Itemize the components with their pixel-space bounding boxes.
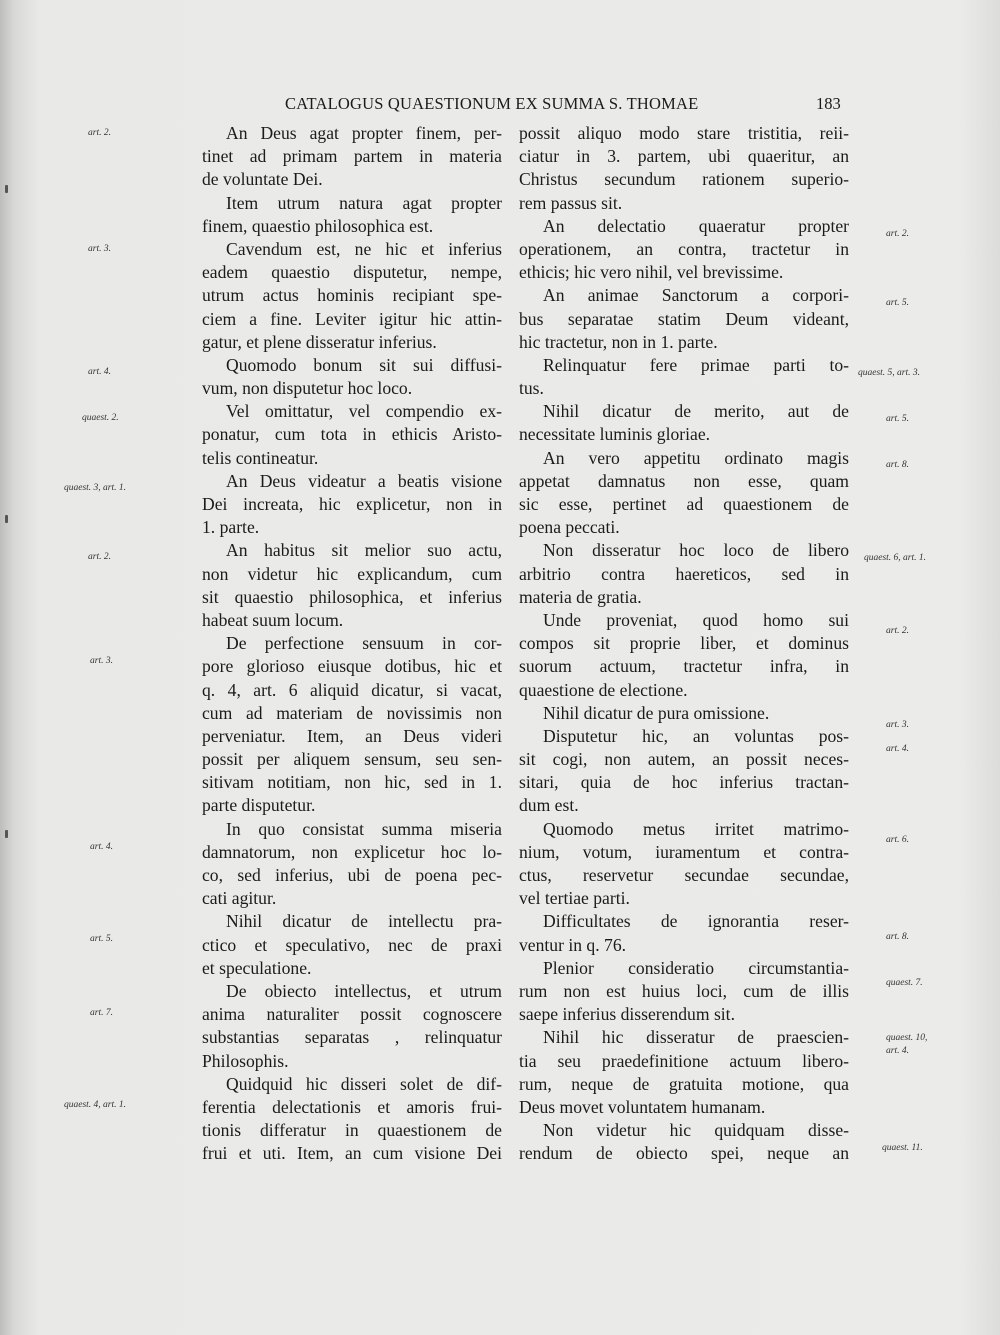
binding-mark bbox=[5, 185, 8, 193]
margin-note: art. 8. bbox=[886, 460, 909, 470]
text-line: Nihil dicatur de intellectu pra- bbox=[226, 911, 502, 932]
text-line: Non videtur hic quidquam disse- bbox=[543, 1120, 849, 1141]
margin-note: quaest. 5, art. 3. bbox=[858, 368, 921, 378]
running-header: CATALOGUS QUAESTIONUM EX SUMMA S. THOMAE bbox=[285, 94, 699, 113]
text-line: quaestione de electione. bbox=[519, 679, 688, 700]
margin-note: art. 2. bbox=[88, 128, 111, 138]
margin-note: quaest. 10, bbox=[886, 1033, 928, 1043]
text-line: Non disseratur hoc loco de libero bbox=[543, 540, 849, 561]
margin-note: art. 2. bbox=[886, 229, 909, 239]
text-line: Christus secundum rationem superio- bbox=[519, 169, 849, 190]
text-line: saepe inferius disserendum sit. bbox=[519, 1004, 735, 1025]
text-line: Unde proveniat, quod homo sui bbox=[543, 609, 849, 630]
text-line: rem passus sit. bbox=[519, 192, 623, 213]
margin-note: art. 3. bbox=[886, 720, 909, 730]
text-line: ethicis; hic vero nihil, vel brevissime. bbox=[519, 262, 784, 283]
margin-note: art. 2. bbox=[88, 552, 111, 562]
text-line: ctico et speculativo, nec de praxi bbox=[202, 934, 502, 955]
text-line: bus separatae statim Deum videant, bbox=[519, 308, 849, 329]
text-line: appetat damnatus non esse, quam bbox=[519, 470, 849, 491]
text-line: non videtur hic explicandum, cum bbox=[202, 563, 502, 584]
text-line: Plenior consideratio circumstantia- bbox=[543, 957, 849, 978]
text-line: operationem, an contra, tractetur in bbox=[519, 238, 849, 259]
text-line: frui et uti. Item, an cum visione Dei bbox=[202, 1143, 502, 1164]
text-line: substantias separatas , relinquatur bbox=[202, 1027, 502, 1048]
text-line: rendum de obiecto spei, neque an bbox=[519, 1143, 849, 1164]
text-line: Deus movet voluntatem humanam. bbox=[519, 1096, 766, 1117]
margin-note: art. 5. bbox=[90, 934, 113, 944]
text-line: gatur, et plene disseratur inferius. bbox=[202, 331, 437, 352]
margin-note: art. 2. bbox=[886, 626, 909, 636]
text-line: eadem quaestio disputetur, nempe, bbox=[202, 262, 502, 283]
text-line: possit per aliquem sensum, seu sen- bbox=[202, 749, 502, 770]
text-line: 1. parte. bbox=[202, 517, 260, 538]
text-line: finem, quaestio philosophica est. bbox=[202, 215, 434, 236]
text-line: An animae Sanctorum a corpori- bbox=[543, 285, 849, 306]
text-line: ferentia delectationis et amoris frui- bbox=[202, 1096, 502, 1117]
text-line: An habitus sit melior suo actu, bbox=[226, 540, 502, 561]
text-line: De obiecto intellectus, et utrum bbox=[226, 980, 502, 1001]
margin-note: art. 8. bbox=[886, 932, 909, 942]
text-line: An Deus videatur a beatis visione bbox=[226, 470, 502, 491]
margin-note: art. 4. bbox=[90, 842, 113, 852]
text-line: pore glorioso eiusque dotibus, hic et bbox=[202, 656, 502, 677]
text-line: sitivam notitiam, non hic, sed in 1. bbox=[202, 772, 502, 793]
text-line: suorum actuum, tractetur infra, in bbox=[519, 656, 849, 677]
text-line: An Deus agat propter finem, per- bbox=[226, 123, 502, 143]
text-line: ciatur in 3. partem, ubi quaeritur, an bbox=[519, 146, 849, 167]
margin-note: art. 5. bbox=[886, 414, 909, 424]
text-line: parte disputetur. bbox=[202, 795, 316, 816]
text-line: sit quaestio philosophica, et inferius bbox=[202, 586, 502, 607]
text-line: Quomodo bonum sit sui diffusi- bbox=[226, 354, 502, 375]
text-line: dum est. bbox=[519, 795, 579, 816]
page-number: 183 bbox=[816, 94, 841, 113]
text-line: tia seu praedefinitione actuum libero- bbox=[519, 1050, 849, 1071]
text-line: An delectatio quaeratur propter bbox=[543, 215, 849, 236]
text-line: damnatorum, non explicetur hoc lo- bbox=[202, 841, 502, 862]
text-line: compos sit proprie liber, et dominus bbox=[519, 633, 849, 654]
text-line: possit aliquo modo stare tristitia, reii- bbox=[519, 123, 849, 143]
margin-note: art. 4. bbox=[886, 744, 909, 754]
text-line: perveniatur. Item, an Deus videri bbox=[202, 725, 502, 746]
text-line: materia de gratia. bbox=[519, 586, 642, 607]
text-line: arbitrio contra haereticos, sed in bbox=[519, 563, 849, 584]
binding-mark bbox=[5, 515, 8, 523]
text-line: ciem a fine. Leviter igitur hic attin- bbox=[202, 308, 502, 329]
margin-note: quaest. 3, art. 1. bbox=[64, 483, 127, 493]
text-line: nium, votum, iuramentum et contra- bbox=[519, 841, 849, 862]
text-line: vum, non disputetur hoc loco. bbox=[202, 378, 413, 399]
text-line: anima naturaliter possit cognoscere bbox=[202, 1004, 502, 1025]
text-line: De perfectione sensuum in cor- bbox=[226, 633, 502, 654]
text-line: sit cogi, non autem, an possit neces- bbox=[519, 749, 849, 770]
text-line: Nihil dicatur de merito, aut de bbox=[543, 401, 849, 422]
margin-note: quaest. 7. bbox=[886, 978, 923, 988]
right-text-column bbox=[519, 122, 849, 1165]
text-line: ventur in q. 76. bbox=[519, 934, 627, 955]
text-line: Nihil dicatur de pura omissione. bbox=[543, 702, 770, 723]
text-line: rum non est huius loci, cum de illis bbox=[519, 980, 849, 1001]
text-line: Nihil hic disseratur de praescien- bbox=[543, 1027, 849, 1048]
text-line: Disputetur hic, an voluntas pos- bbox=[543, 725, 849, 746]
text-line: Difficultates de ignorantia reser- bbox=[543, 911, 849, 932]
text-line: poena peccati. bbox=[519, 517, 620, 538]
text-line: necessitate luminis gloriae. bbox=[519, 424, 711, 445]
text-line: ponatur, cum tota in ethicis Aristo- bbox=[202, 424, 502, 445]
left-text-column bbox=[202, 122, 502, 1165]
margin-note: art. 4. bbox=[886, 1046, 909, 1056]
margin-note: art. 4. bbox=[88, 367, 111, 377]
margin-note: art. 6. bbox=[886, 835, 909, 845]
text-line: telis contineatur. bbox=[202, 447, 319, 468]
text-line: rum, neque de gratuita motione, qua bbox=[519, 1073, 849, 1094]
text-line: Quomodo metus irritet matrimo- bbox=[543, 818, 849, 839]
text-line: sic esse, pertinet ad quaestionem de bbox=[519, 494, 849, 514]
margin-note: quaest. 11. bbox=[882, 1143, 923, 1153]
text-line: hic tractetur, non in 1. parte. bbox=[519, 331, 718, 352]
text-line: Vel omittatur, vel compendio ex- bbox=[226, 401, 502, 422]
text-line: Philosophis. bbox=[202, 1050, 289, 1071]
binding-mark bbox=[5, 830, 8, 838]
text-line: tus. bbox=[519, 378, 544, 399]
text-line: et speculatione. bbox=[202, 957, 312, 978]
text-line: Item utrum natura agat propter bbox=[226, 192, 502, 213]
text-line: utrum actus hominis recipiant spe- bbox=[202, 285, 502, 306]
margin-note: quaest. 6, art. 1. bbox=[864, 553, 927, 563]
text-line: cum ad materiam de novissimis non bbox=[202, 702, 502, 723]
text-line: In quo consistat summa miseria bbox=[226, 818, 502, 839]
text-line: Relinquatur fere primae parti to- bbox=[543, 354, 849, 375]
text-line: Cavendum est, ne hic et inferius bbox=[226, 238, 502, 259]
text-line: habeat suum locum. bbox=[202, 609, 344, 630]
text-line: co, sed inferius, ubi de poena pec- bbox=[202, 865, 502, 885]
text-line: ctus, reservetur secundae secundae, bbox=[519, 865, 849, 885]
margin-note: art. 3. bbox=[90, 656, 113, 666]
text-line: sitari, quia de hoc inferius tractan- bbox=[519, 772, 849, 793]
margin-note: art. 3. bbox=[88, 244, 111, 254]
text-line: Quidquid hic disseri solet de dif- bbox=[226, 1073, 502, 1094]
text-line: vel tertiae parti. bbox=[519, 888, 630, 909]
text-line: Dei increata, hic explicetur, non in bbox=[202, 494, 502, 514]
margin-note: art. 5. bbox=[886, 298, 909, 308]
text-line: cati agitur. bbox=[202, 888, 277, 909]
text-line: tinet ad primam partem in materia bbox=[202, 146, 502, 167]
margin-note: art. 7. bbox=[90, 1008, 113, 1018]
text-line: tionis differatur in quaestionem de bbox=[202, 1120, 502, 1141]
text-line: de voluntate Dei. bbox=[202, 169, 323, 190]
text-line: An vero appetitu ordinato magis bbox=[543, 447, 849, 468]
margin-note: quaest. 2. bbox=[82, 413, 119, 423]
margin-note: quaest. 4, art. 1. bbox=[64, 1100, 127, 1110]
text-line: q. 4, art. 6 aliquid dicatur, si vacat, bbox=[202, 679, 502, 700]
